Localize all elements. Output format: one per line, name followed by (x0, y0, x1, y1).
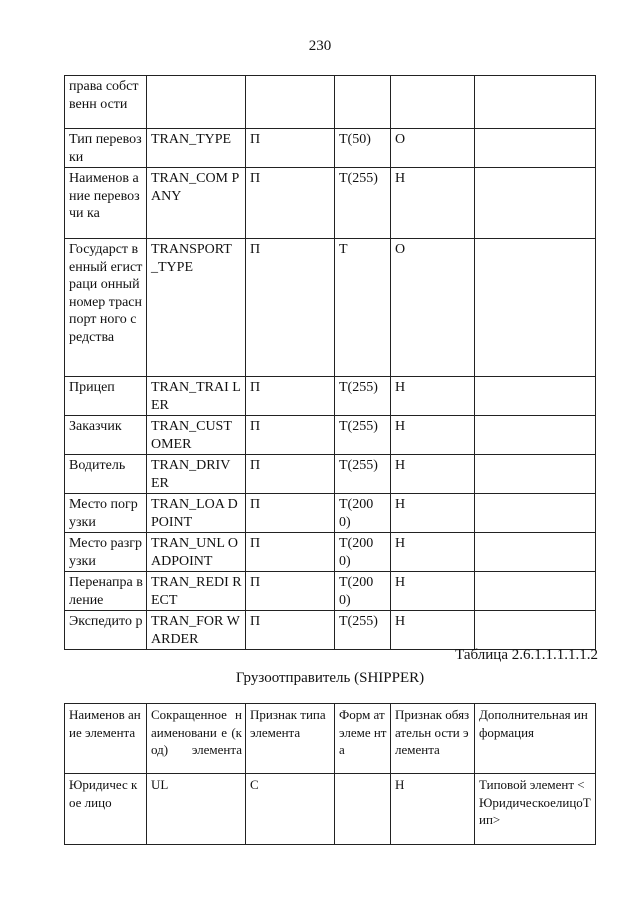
element-code-cell: TRAN_COM PANY (147, 168, 246, 239)
element-type-cell: П (246, 572, 335, 611)
table-row (65, 377, 596, 416)
element-format-cell: T(255) (335, 455, 391, 494)
page-number: 230 (308, 38, 332, 54)
element-code-cell: TRAN_TRAI LER (147, 377, 246, 416)
element-format-cell: T(200 0) (335, 572, 391, 611)
element-required-cell: Н (391, 774, 475, 845)
element-code-cell: TRAN_REDI RECT (147, 572, 246, 611)
element-name-cell: Наименов ание перевозчи ка (65, 168, 147, 239)
element-required-cell (391, 76, 475, 129)
element-name-cell: Тип перевозки (65, 129, 147, 168)
element-format-cell: T(255) (335, 168, 391, 239)
element-format-cell: T(200 0) (335, 533, 391, 572)
element-type-cell: С (246, 774, 335, 845)
element-code-cell: TRANSPORT _TYPE (147, 239, 246, 377)
element-type-cell (246, 76, 335, 129)
element-name-cell: Прицеп (65, 377, 147, 416)
element-required-cell: Н (391, 416, 475, 455)
element-required-cell: Н (391, 572, 475, 611)
table-row (65, 455, 596, 494)
element-name-cell: Место разгрузки (65, 533, 147, 572)
element-name-cell: Заказчик (65, 416, 147, 455)
element-info-cell (475, 377, 596, 416)
element-code-cell: TRAN_FOR WARDER (147, 611, 246, 650)
element-format-cell: T(255) (335, 611, 391, 650)
element-required-cell: Н (391, 455, 475, 494)
element-info-cell (475, 129, 596, 168)
element-format-cell: T(200 0) (335, 494, 391, 533)
element-info-cell (475, 572, 596, 611)
element-info-cell: Типовой элемент <ЮридическоелицоТип> (475, 774, 596, 845)
table-row (65, 168, 596, 239)
element-name-cell: Экспедито р (65, 611, 147, 650)
element-info-cell (475, 416, 596, 455)
element-name-cell: права собственн ости (65, 76, 147, 129)
element-name-cell: Перенапра вление (65, 572, 147, 611)
element-name-cell: Водитель (65, 455, 147, 494)
element-info-cell (475, 76, 596, 129)
element-format-cell: T(255) (335, 377, 391, 416)
table-caption: Таблица 2.6.1.1.1.1.1.2 (455, 647, 598, 663)
header-format-cell: Форм ат элеме нта (335, 704, 391, 774)
element-format-cell (335, 774, 391, 845)
element-code-cell: TRAN_UNL OADPOINT (147, 533, 246, 572)
element-info-cell (475, 611, 596, 650)
element-type-cell: П (246, 168, 335, 239)
element-required-cell: Н (391, 377, 475, 416)
element-format-cell: T (335, 239, 391, 377)
table-title: Грузоотправитель (SHIPPER) (235, 670, 425, 686)
header-code-cell: Сокращенное наименовани е (код) элемента (147, 704, 246, 774)
table-row (65, 494, 596, 533)
element-format-cell (335, 76, 391, 129)
element-info-cell (475, 494, 596, 533)
element-required-cell: Н (391, 494, 475, 533)
element-type-cell: П (246, 455, 335, 494)
table-row (65, 533, 596, 572)
element-format-cell: T(50) (335, 129, 391, 168)
table-row (65, 416, 596, 455)
element-required-cell: Н (391, 533, 475, 572)
element-type-cell: П (246, 377, 335, 416)
element-type-cell: П (246, 239, 335, 377)
table-row (65, 572, 596, 611)
element-name-cell: Юридичес кое лицо (65, 774, 147, 845)
element-code-cell: UL (147, 774, 246, 845)
table-row (65, 129, 596, 168)
element-type-cell: П (246, 494, 335, 533)
element-name-cell: Место погрузки (65, 494, 147, 533)
element-code-cell: TRAN_TYPE (147, 129, 246, 168)
element-name-cell: Государст венный егистраци онный номер траснпорт ного средства (65, 239, 147, 377)
element-code-cell: TRAN_LOA DPOINT (147, 494, 246, 533)
header-type-cell: Признак типа элемента (246, 704, 335, 774)
element-required-cell: Н (391, 168, 475, 239)
element-code-cell: TRAN_CUST OMER (147, 416, 246, 455)
element-type-cell: П (246, 129, 335, 168)
element-required-cell: Н (391, 611, 475, 650)
elements-table-continued (64, 75, 596, 650)
element-format-cell: T(255) (335, 416, 391, 455)
header-name-cell: Наименов ание элемента (65, 704, 147, 774)
element-type-cell: П (246, 533, 335, 572)
element-info-cell (475, 168, 596, 239)
table-header-row (65, 704, 596, 774)
element-code-cell: TRAN_DRIV ER (147, 455, 246, 494)
element-code-cell (147, 76, 246, 129)
element-required-cell: О (391, 129, 475, 168)
table-row (65, 774, 596, 845)
element-required-cell: О (391, 239, 475, 377)
element-info-cell (475, 455, 596, 494)
element-type-cell: П (246, 416, 335, 455)
table-row (65, 611, 596, 650)
table-row (65, 76, 596, 129)
element-info-cell (475, 239, 596, 377)
header-info-cell: Дополнительная информация (475, 704, 596, 774)
table-row (65, 239, 596, 377)
element-info-cell (475, 533, 596, 572)
element-type-cell: П (246, 611, 335, 650)
shipper-elements-table (64, 703, 596, 845)
header-required-cell: Признак обязательн ости элемента (391, 704, 475, 774)
